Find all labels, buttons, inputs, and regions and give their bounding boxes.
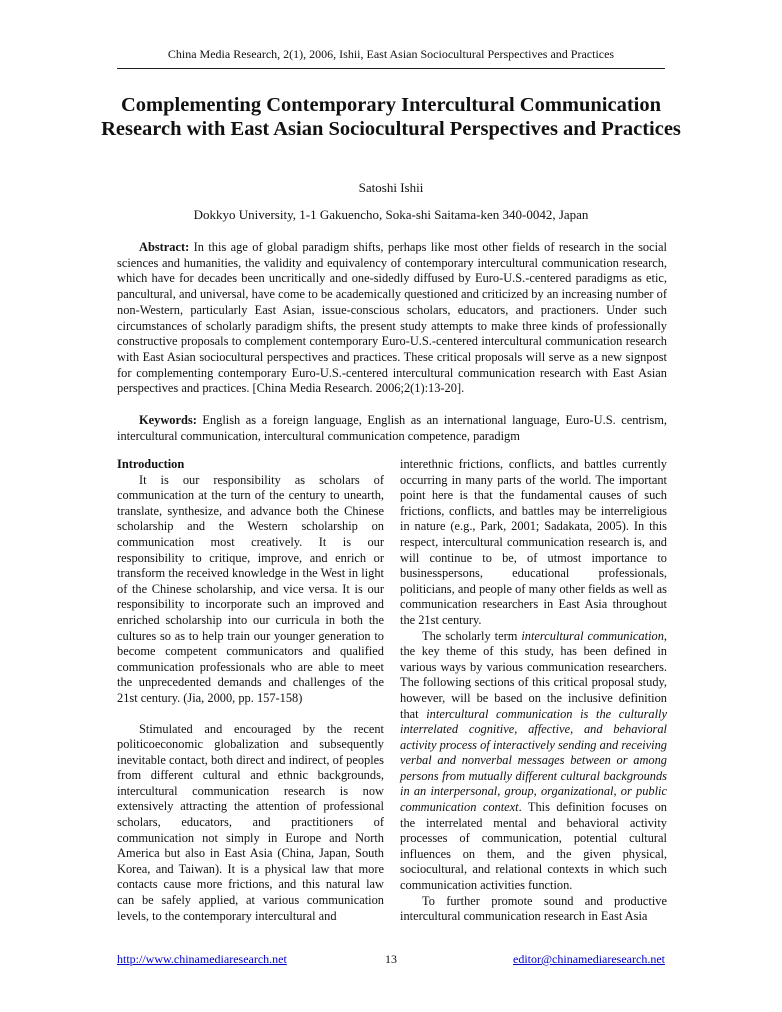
abstract: [117, 240, 667, 397]
footer-website-link[interactable]: http://www.chinamediaresearch.net: [117, 952, 287, 966]
paragraph-text: , the key theme of this study, has been defined in various ways by various communication researchers. The following sections of this critical proposal study, however, will be based on the inclusive definition that: [400, 628, 668, 721]
right-column: [400, 457, 667, 925]
abstract-text: In this age of global paradigm shifts, perhaps like most other fields of research in the social sciences and humanities, the validity and equivalency of contemporary intercultural communication research, which have for decades been uncritically and one-sidedly diffused by Euro-U.S.-centered paradigms as etic, pancultural, and universal, have come to be academically questioned and criticized by an increasing number of non-Western, particularly East Asian, issue-conscious scholars, educators, and practioners. Under such circumstances of scholarly paradigm shifts, the present study attempts to make three kinds of professionally constructive proposals to complement contemporary Euro-U.S.-centered intercultural communication research with East Asian sociocultural perspectives and practices. These critical proposals will serve as a new signpost for complementing contemporary Euro-U.S.-centered intercultural communication research with East Asian perspectives and practices. [China Media Research. 2006;2(1):13-20].: [117, 240, 667, 396]
italic-term: intercultural communication: [521, 628, 664, 643]
footer-email-link[interactable]: editor@chinamediaresearch.net: [513, 952, 665, 966]
keywords-label: Keywords:: [139, 413, 197, 427]
body-paragraph: [400, 629, 667, 894]
italic-definition: intercultural communication is the culturally interrelated cognitive, affective, and behavioral activity process of interactively sending and receiving verbal and nonverbal messages between or among persons from mutually different cultural backgrounds in an interpersonal, group, organizational, or public communication context: [400, 706, 667, 815]
left-column: [117, 457, 384, 924]
section-heading: Introduction: [117, 457, 185, 471]
body-paragraph: Stimulated and encouraged by the recent politicoeconomic globalization and subsequently inevitable contact, both direct and indirect, of peoples from different cultural and ethnic backgrounds, intercultural communication research is now extensively attracting the attention of professional scholars, educators, and practitioners of communication not simply in Europe and North America but also in East Asia (China, Japan, South Korea, and Taiwan). It is a physical law that more contacts cause more frictions, and this natural law can be safely applied, at various communication levels, to the contemporary intercultural and: [117, 721, 384, 923]
abstract-label: Abstract:: [139, 240, 190, 254]
keywords-text: English as a foreign language, English as an international language, Euro-U.S. centrism, intercultural communication, intercultural communication competence, paradigm: [117, 413, 667, 443]
paragraph-text: . This definition focuses on the interrelated mental and behavioral activity processes of communication, potential cultural influences on them, and the given physical, sociocultural, and relational contexts in which such communication activities function.: [400, 800, 667, 893]
article-title: Complementing Contemporary Intercultural Communication Research with East Asian Sociocultural Perspectives and Practices: [101, 94, 681, 140]
paragraph-text: The scholarly term: [422, 628, 522, 643]
author-name: Satoshi Ishii: [358, 180, 424, 195]
author-affiliation: Dokkyo University, 1-1 Gakuencho, Soka-shi Saitama-ken 340-0042, Japan: [193, 207, 589, 222]
running-header: China Media Research, 2(1), 2006, Ishii, East Asian Sociocultural Perspectives and Practices: [167, 47, 615, 61]
body-paragraph: To further promote sound and productive intercultural communication research in East Asia: [400, 893, 667, 924]
epigraph-quote: It is our responsibility as scholars of communication at the turn of the century to unearth, translate, synthesize, and advance both the Chinese scholarship and the Western scholarship on communication most creatively. It is our responsibility to critique, improve, and enrich or transform the received knowledge in the West in light of the Chinese scholarship, and vice versa. It is our responsibility to incorporate such an improved and enriched scholarship into our curricula in both the cultures so as to help train our younger generation to become competent communicators and qualified communication professionals who are able to meet the unprecedented demands and challenges of the 21st century. (Jia, 2000, pp. 157-158): [117, 472, 384, 705]
body-paragraph: interethnic frictions, conflicts, and battles currently occurring in many parts of the world. The important point here is that the fundamental causes of such frictions, conflicts, and battles may be interreligious in nature (e.g., Park, 2001; Sadakata, 2005). In this respect, intercultural communication research is, and will continue to be, of utmost importance to businesspersons, educational professionals, politicians, and people of many other fields as well as communication researchers in East Asia throughout the 21st century.: [400, 457, 667, 627]
page-number: 13: [385, 952, 397, 966]
keywords: [117, 413, 667, 444]
header-rule: [117, 68, 665, 69]
